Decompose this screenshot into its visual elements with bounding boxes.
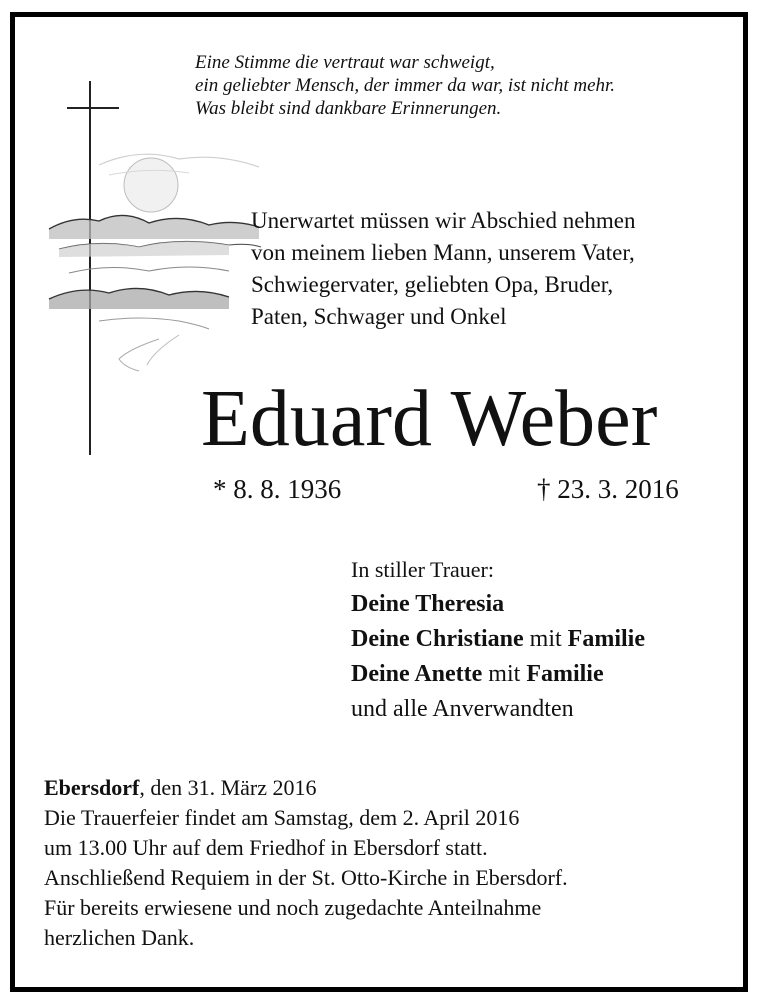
mourners-intro: In stiller Trauer: — [351, 557, 494, 582]
footer-line: Anschließend Requiem in der St. Otto-Kirche in Ebersdorf. — [44, 865, 568, 890]
funeral-details — [44, 773, 744, 953]
announcement-line: Schwiegervater, geliebten Opa, Bruder, — [251, 272, 614, 297]
footer-line: Für bereits erwiesene und noch zugedachte Anteilnahme — [44, 895, 542, 920]
footer-line: herzlichen Dank. — [44, 925, 195, 950]
place-date-line — [44, 773, 744, 803]
obituary-frame — [10, 12, 748, 992]
mourners-list — [351, 555, 741, 727]
mourner-line — [351, 657, 741, 692]
mourner-line — [351, 622, 741, 657]
announcement-text — [251, 205, 731, 333]
footer-line: um 13.00 Uhr auf dem Friedhof in Ebersdorf statt. — [44, 835, 488, 860]
mourner-connector: mit — [482, 661, 527, 687]
mourner-line: Deine Theresia — [351, 591, 505, 617]
footer-line: Die Trauerfeier findet am Samstag, dem 2. April 2016 — [44, 805, 520, 830]
birth-date: * 8. 8. 1936 — [213, 474, 342, 504]
date-text: , den 31. März 2016 — [139, 775, 317, 800]
place-name: Ebersdorf — [44, 775, 140, 800]
mourner-name: Deine Christiane — [351, 626, 524, 652]
death-date: † 23. 3. 2016 — [537, 474, 679, 504]
poem-line: ein geliebter Mensch, der immer da war, ist nicht mehr. — [195, 75, 616, 96]
announcement-line: von meinem lieben Mann, unserem Vater, — [251, 240, 635, 265]
mourner-family: Familie — [567, 626, 645, 652]
mourner-connector: mit — [523, 626, 568, 652]
mourner-name: Deine Anette — [351, 661, 483, 687]
mourner-family: Familie — [526, 661, 604, 687]
announcement-line: Unerwartet müssen wir Abschied nehmen — [251, 208, 636, 233]
mourner-line: und alle Anverwandten — [351, 696, 574, 722]
poem-line: Was bleibt sind dankbare Erinnerungen. — [195, 98, 502, 119]
memorial-poem — [195, 51, 735, 120]
poem-line: Eine Stimme die vertraut war schweigt, — [195, 52, 495, 73]
deceased-name: Eduard Weber — [201, 375, 658, 463]
announcement-line: Paten, Schwager und Onkel — [251, 304, 507, 329]
